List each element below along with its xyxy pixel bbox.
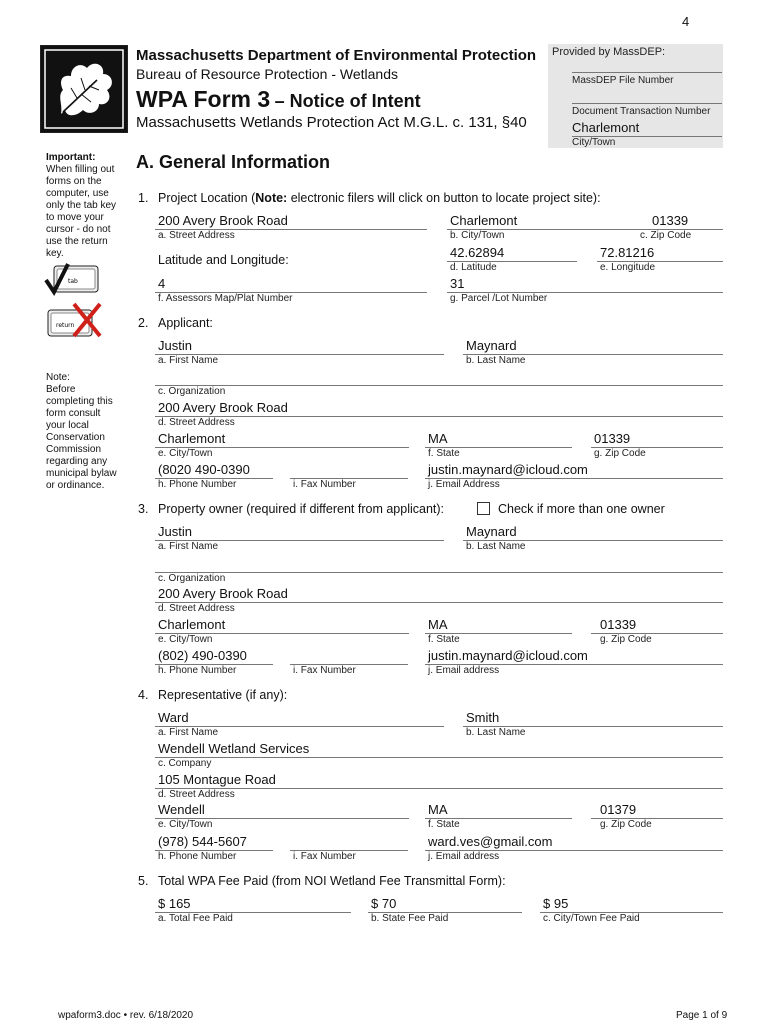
important-line: use the return xyxy=(46,236,108,247)
q1-text: Project Location (Note: electronic filers will click on button to locate project site): xyxy=(158,191,601,205)
note-line: municipal bylaw xyxy=(46,468,117,479)
massdep-logo xyxy=(40,45,128,133)
bureau-name: Bureau of Resource Protection - Wetlands xyxy=(136,66,398,82)
footer-doc-info: wpaform3.doc • rev. 6/18/2020 xyxy=(58,1010,194,1021)
owner-zip-label: g. Zip Code xyxy=(600,634,652,645)
map-number-label: f. Assessors Map/Plat Number xyxy=(158,293,293,304)
owner-last-label: b. Last Name xyxy=(466,541,526,552)
rep-first-label: a. First Name xyxy=(158,727,219,738)
latitude-value[interactable]: 42.62894 xyxy=(450,245,505,260)
state-fee-value[interactable]: $ 70 xyxy=(371,896,397,911)
q2-number: 2. xyxy=(138,316,149,330)
rep-street-value[interactable]: 105 Montague Road xyxy=(158,772,276,787)
provided-city-value[interactable]: Charlemont xyxy=(572,120,640,135)
rep-first-value[interactable]: Ward xyxy=(158,710,189,725)
state-fee-label: b. State Fee Paid xyxy=(371,913,449,924)
file-number-label: MassDEP File Number xyxy=(572,75,674,86)
applicant-city-value[interactable]: Charlemont xyxy=(158,431,226,446)
footer-page-info: Page 1 of 9 xyxy=(676,1010,728,1021)
note-line: Before xyxy=(46,384,76,395)
applicant-street-value[interactable]: 200 Avery Brook Road xyxy=(158,400,288,415)
rep-city-label: e. City/Town xyxy=(158,819,213,830)
svg-text:return: return xyxy=(56,322,75,329)
svg-text:tab: tab xyxy=(68,278,78,285)
rep-company-value[interactable]: Wendell Wetland Services xyxy=(158,741,310,756)
multiple-owner-label: Check if more than one owner xyxy=(498,502,665,516)
owner-street-label: d. Street Address xyxy=(158,603,235,614)
oak-leaf-icon xyxy=(41,46,127,132)
form-subtitle: – Notice of Intent xyxy=(274,91,421,111)
owner-last-value[interactable]: Maynard xyxy=(466,524,517,539)
owner-first-label: a. First Name xyxy=(158,541,219,552)
owner-state-value[interactable]: MA xyxy=(428,617,448,632)
project-street-value[interactable]: 200 Avery Brook Road xyxy=(158,213,288,228)
map-number-value[interactable]: 4 xyxy=(158,276,166,291)
latlon-label: Latitude and Longitude: xyxy=(158,253,289,267)
rep-company-label: c. Company xyxy=(158,758,212,769)
applicant-first-value[interactable]: Justin xyxy=(158,338,192,353)
applicant-street-label: d. Street Address xyxy=(158,417,235,428)
municipal-note xyxy=(46,372,126,492)
owner-fax-label: i. Fax Number xyxy=(293,665,356,676)
form-title: WPA Form 3 xyxy=(136,86,271,112)
owner-email-value[interactable]: justin.maynard@icloud.com xyxy=(428,648,588,663)
important-heading: Important: xyxy=(46,152,96,163)
note-line: Note: xyxy=(46,372,70,383)
applicant-first-label: a. First Name xyxy=(158,355,219,366)
rep-last-label: b. Last Name xyxy=(466,727,526,738)
applicant-fax-label: i. Fax Number xyxy=(293,479,356,490)
applicant-phone-label: h. Phone Number xyxy=(158,479,237,490)
return-key-x-icon xyxy=(44,300,104,340)
rep-phone-label: h. Phone Number xyxy=(158,851,237,862)
owner-first-value[interactable]: Justin xyxy=(158,524,192,539)
project-zip-value[interactable]: 01339 xyxy=(652,213,689,228)
q2-text: Applicant: xyxy=(158,316,213,330)
multiple-owner-checkbox[interactable] xyxy=(477,502,490,515)
parcel-value[interactable]: 31 xyxy=(450,276,465,291)
applicant-zip-value[interactable]: 01339 xyxy=(594,431,631,446)
longitude-value[interactable]: 72.81216 xyxy=(600,245,655,260)
project-street-label: a. Street Address xyxy=(158,230,235,241)
provided-by-box xyxy=(548,44,723,148)
total-fee-value[interactable]: $ 165 xyxy=(158,896,191,911)
page-number-top: 4 xyxy=(682,14,690,29)
applicant-state-value[interactable]: MA xyxy=(428,431,448,446)
important-line: forms on the xyxy=(46,176,102,187)
act-citation: Massachusetts Wetlands Protection Act M.G.L. c. 131, §40 xyxy=(136,114,527,131)
q5-number: 5. xyxy=(138,874,149,888)
owner-state-label: f. State xyxy=(428,634,460,645)
rep-state-label: f. State xyxy=(428,819,460,830)
owner-email-label: j. Email address xyxy=(428,665,500,676)
section-a-title: A. General Information xyxy=(136,152,331,172)
rep-email-label: j. Email address xyxy=(428,851,500,862)
note-line: completing this xyxy=(46,396,113,407)
applicant-zip-label: g. Zip Code xyxy=(594,448,646,459)
note-line: or ordinance. xyxy=(46,480,105,491)
owner-phone-label: h. Phone Number xyxy=(158,665,237,676)
note-line: form consult xyxy=(46,408,101,419)
note-line: your local xyxy=(46,420,89,431)
agency-name: Massachusetts Department of Environmental Protection xyxy=(136,47,537,64)
note-line: Commission xyxy=(46,444,102,455)
rep-street-label: d. Street Address xyxy=(158,789,235,800)
important-line: to move your xyxy=(46,212,104,223)
rep-fax-label: i. Fax Number xyxy=(293,851,356,862)
city-fee-label: c. City/Town Fee Paid xyxy=(543,913,640,924)
parcel-label: g. Parcel /Lot Number xyxy=(450,293,548,304)
rep-phone-value[interactable]: (978) 544-5607 xyxy=(158,834,247,849)
form-title-row xyxy=(136,86,421,113)
city-fee-value[interactable]: $ 95 xyxy=(543,896,569,911)
q4-number: 4. xyxy=(138,688,149,702)
owner-street-value[interactable]: 200 Avery Brook Road xyxy=(158,586,288,601)
applicant-email-value[interactable]: justin.maynard@icloud.com xyxy=(428,462,588,477)
tab-key-check-icon xyxy=(44,262,100,298)
owner-phone-value[interactable]: (802) 490-0390 xyxy=(158,648,247,663)
doc-transaction-label: Document Transaction Number xyxy=(572,106,711,117)
applicant-phone-value[interactable]: (8020 490-0390 xyxy=(158,462,250,477)
owner-city-label: e. City/Town xyxy=(158,634,213,645)
note-line: regarding any xyxy=(46,456,108,467)
applicant-city-label: e. City/Town xyxy=(158,448,213,459)
owner-zip-value[interactable]: 01339 xyxy=(600,617,637,632)
q4-text: Representative (if any): xyxy=(158,688,288,702)
owner-org-label: c. Organization xyxy=(158,573,226,584)
provided-city-label: City/Town xyxy=(572,137,616,148)
q5-text: Total WPA Fee Paid (from NOI Wetland Fee Transmittal Form): xyxy=(158,874,506,888)
provided-heading: Provided by MassDEP: xyxy=(552,46,666,58)
longitude-label: e. Longitude xyxy=(600,262,656,273)
applicant-email-label: j. Email Address xyxy=(428,479,500,490)
project-zip-label: c. Zip Code xyxy=(640,230,692,241)
applicant-org-label: c. Organization xyxy=(158,386,226,397)
important-line: only the tab key xyxy=(46,200,117,211)
note-line: Conservation xyxy=(46,432,105,443)
applicant-last-label: b. Last Name xyxy=(466,355,526,366)
owner-city-value[interactable]: Charlemont xyxy=(158,617,226,632)
important-line: cursor - do not xyxy=(46,224,111,235)
applicant-last-value[interactable]: Maynard xyxy=(466,338,517,353)
important-line: When filling out xyxy=(46,164,115,175)
q1-number: 1. xyxy=(138,191,149,205)
rep-zip-value[interactable]: 01379 xyxy=(600,802,637,817)
rep-zip-label: g. Zip Code xyxy=(600,819,652,830)
rep-city-value[interactable]: Wendell xyxy=(158,802,205,817)
project-city-value[interactable]: Charlemont xyxy=(450,213,518,228)
important-line: computer, use xyxy=(46,188,109,199)
important-note xyxy=(46,152,126,260)
applicant-state-label: f. State xyxy=(428,448,460,459)
rep-email-value[interactable]: ward.ves@gmail.com xyxy=(428,834,553,849)
important-line: key. xyxy=(46,248,64,259)
total-fee-label: a. Total Fee Paid xyxy=(158,913,233,924)
latitude-label: d. Latitude xyxy=(450,262,497,273)
q3-number: 3. xyxy=(138,502,149,516)
q3-text: Property owner (required if different from applicant): xyxy=(158,502,445,516)
rep-last-value[interactable]: Smith xyxy=(466,710,500,725)
rep-state-value[interactable]: MA xyxy=(428,802,448,817)
project-city-label: b. City/Town xyxy=(450,230,505,241)
